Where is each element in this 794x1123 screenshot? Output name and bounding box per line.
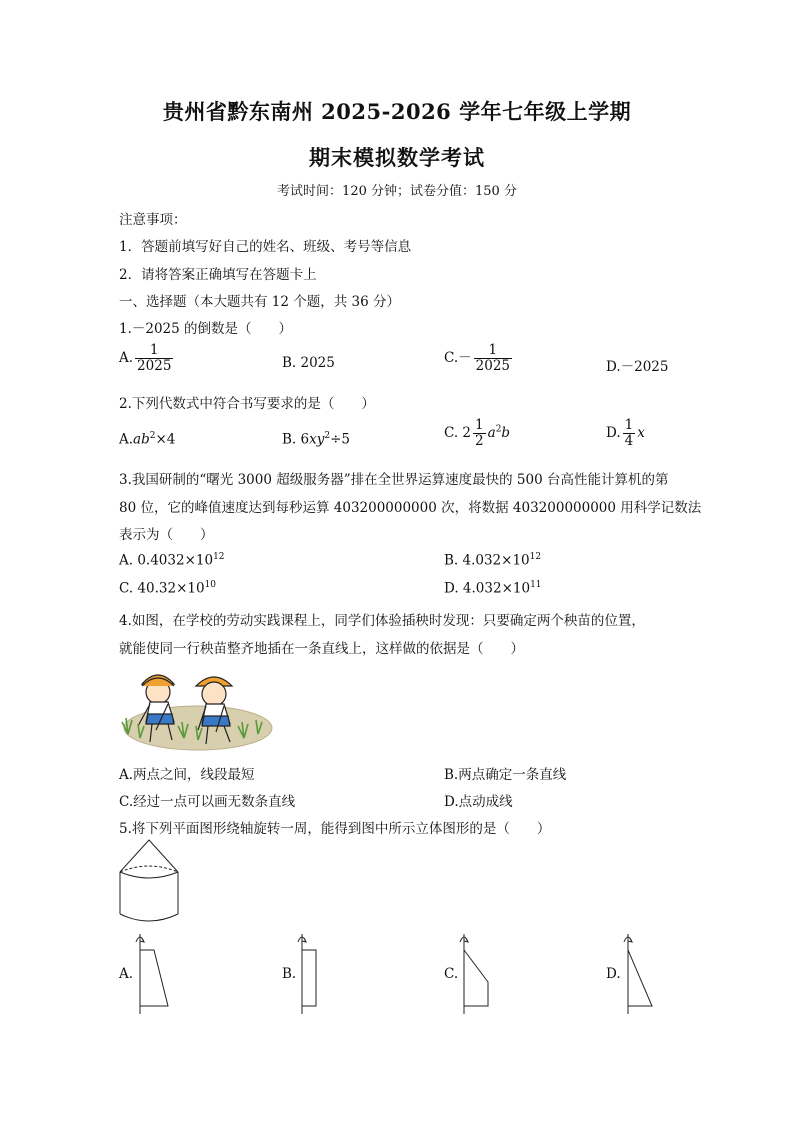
q2-stem: 2.下列代数式中符合书写要求的是（ ） — [119, 396, 375, 412]
q1-option-a: A. $\frac{1}{2025}$ — [119, 342, 172, 374]
q3-option-c: C. $40.32\times 10^{10}$ — [119, 580, 217, 597]
q5-option-b-figure — [294, 930, 324, 1016]
cone-on-cylinder-solid — [116, 838, 182, 928]
q3-line-1: 3.我国研制的“曙光 3000 超级服务器”排在全世界运算速度最快的 500 台高性能计算机的第 — [119, 472, 669, 488]
q4-line-1: 4.如图，在学校的劳动实践课程上，同学们体验插秧时发现：只要确定两个秧苗的位置， — [119, 613, 645, 629]
q3-option-a: A. $0.4032\times 10^{12}$ — [119, 552, 225, 569]
q1-option-d: D.－2025 — [606, 359, 669, 375]
q5-option-d-label: D. — [606, 966, 621, 982]
q1-stem: 1.－2025 的倒数是（ ） — [119, 321, 293, 337]
q5-option-c-label: C. — [444, 966, 459, 982]
q5-option-c-figure — [456, 930, 496, 1016]
q5-stem: 5.将下列平面图形绕轴旋转一周，能得到图中所示立体图形的是（ ） — [119, 821, 551, 837]
q4-option-d: D.点动成线 — [444, 794, 513, 810]
note-item-2: 2．请将答案正确填写在答题卡上 — [119, 267, 317, 283]
q5-option-a-figure — [132, 930, 176, 1016]
note-item-1: 1．答题前填写好自己的姓名、班级、考号等信息 — [119, 239, 412, 255]
q3-line-3: 表示为（ ） — [119, 527, 214, 543]
q2-option-a: $A.ab^2\times 4$ — [119, 431, 176, 448]
q5-option-a-label: A. — [119, 966, 134, 982]
title-line-2: 期末模拟数学考试 — [309, 145, 485, 170]
q3-line-2: 80 位，它的峰值速度达到每秒运算 403200000000 次，将数据 403200000000 用科学记数法 — [119, 500, 702, 516]
section-heading: 一、选择题（本大题共有 12 个题，共 36 分） — [119, 294, 401, 310]
q3-option-b: B. $4.032\times 10^{12}$ — [444, 552, 542, 569]
exam-info: 考试时间：120 分钟；试卷分值：150 分 — [277, 184, 517, 199]
q4-option-c: C.经过一点可以画无数条直线 — [119, 794, 296, 810]
q2-option-c: C. 2 $\frac{1}{2}$ $a^2b$ — [444, 417, 511, 449]
q4-option-a: A.两点之间，线段最短 — [119, 767, 255, 783]
q5-option-b-label: B. — [282, 966, 297, 982]
q5-option-d-figure — [620, 930, 660, 1016]
q2-option-b: B. $6xy^2\div 5$ — [282, 431, 350, 448]
q4-line-2: 就能使同一行秧苗整齐地插在一条直线上，这样做的依据是（ ） — [119, 641, 524, 657]
q4-option-b: B.两点确定一条直线 — [444, 767, 567, 783]
title-line-1: 贵州省黔东南州 2025-2026 学年七年级上学期 — [162, 99, 632, 124]
mud-field — [124, 706, 272, 750]
notes-heading: 注意事项： — [119, 212, 187, 228]
rice-planting-illustration — [118, 664, 273, 752]
q2-option-d: D. $\frac{1}{4}$ x — [606, 417, 645, 449]
q1-option-b: B. 2025 — [282, 355, 335, 371]
q3-option-d: D. $4.032\times 10^{11}$ — [444, 580, 542, 597]
q1-option-c: C.－ $\frac{1}{2025}$ — [444, 342, 510, 374]
